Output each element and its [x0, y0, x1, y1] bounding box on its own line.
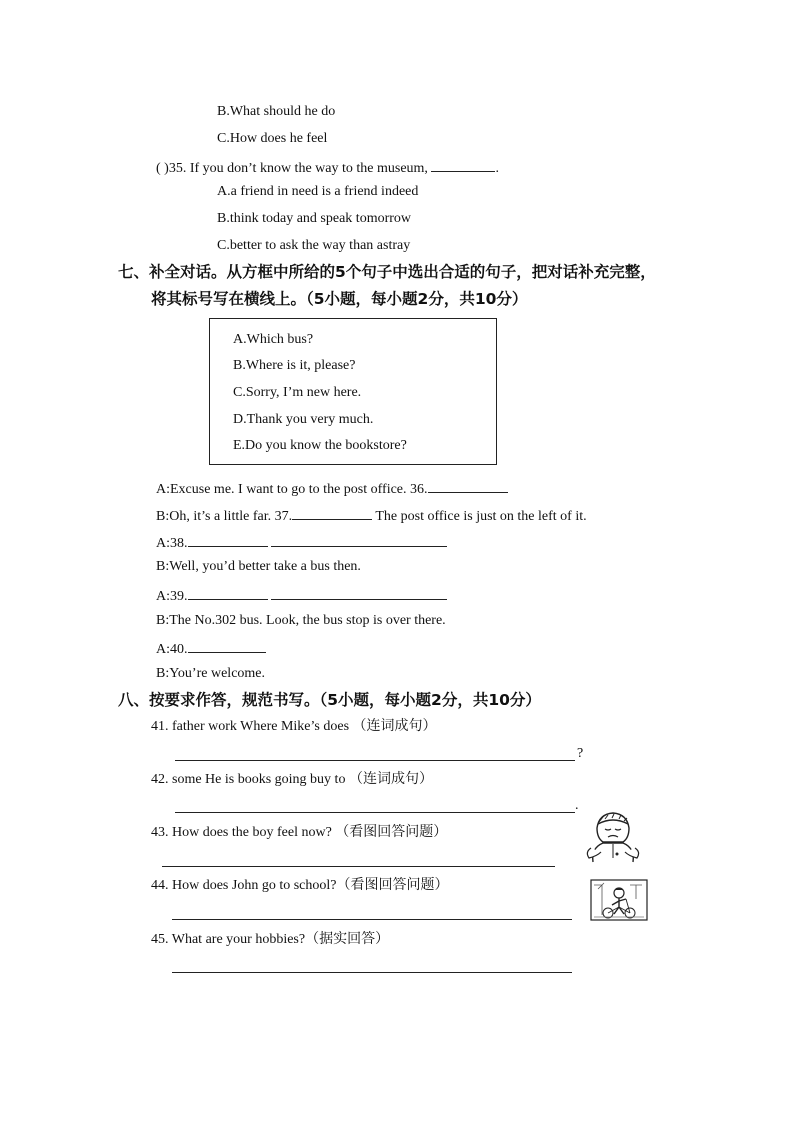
- answer-blank-39[interactable]: [188, 585, 268, 600]
- answer-blank-39-extra[interactable]: [271, 585, 447, 600]
- dialog-text: A:Excuse me. I want to go to the post office. 36.: [156, 482, 428, 497]
- q42-end-mark: .: [575, 798, 579, 813]
- section7-heading: 七、补全对话。从方框中所给的5个句子中选出合适的句子，把对话补充完整，: [118, 263, 656, 281]
- dialog-text: B:Oh, it’s a little far. 37.: [156, 509, 293, 524]
- answer-blank-38-extra[interactable]: [271, 532, 447, 547]
- q35-stem-line: [156, 157, 499, 178]
- q45-prompt: 45. What are your hobbies?（据实回答）: [151, 932, 390, 947]
- boy-bike-picture: [590, 879, 648, 921]
- dialog-line-6: B:The No.302 bus. Look, the bus stop is over there.: [156, 613, 446, 628]
- dialog-line-1: [156, 478, 508, 499]
- q44-answer-line[interactable]: [172, 919, 572, 920]
- answer-blank-38[interactable]: [188, 532, 268, 547]
- q42-answer-line[interactable]: [175, 812, 575, 813]
- answer-blank-40[interactable]: [188, 638, 266, 653]
- q35-stem: 35. If you don’t know the way to the museum,: [168, 161, 428, 176]
- answer-paren[interactable]: ( ): [156, 161, 169, 176]
- box-option-c: C.Sorry, I’m new here.: [233, 385, 362, 400]
- q34-option-c: C.How does he feel: [217, 131, 328, 146]
- box-option-a: A.Which bus?: [233, 332, 314, 347]
- q42-prompt: 42. some He is books going buy to （连词成句）: [151, 772, 433, 787]
- dialog-line-3: [156, 532, 447, 553]
- q35-end: .: [495, 161, 499, 176]
- q44-prompt: 44. How does John go to school?（看图回答问题）: [151, 878, 449, 893]
- q45-answer-line[interactable]: [172, 972, 572, 973]
- q35-blank[interactable]: [431, 157, 495, 172]
- q41-end-mark: ?: [577, 746, 584, 761]
- dialog-line-2: [156, 505, 587, 526]
- dialog-text: A:39.: [156, 589, 188, 604]
- q43-prompt: 43. How does the boy feel now? （看图回答问题）: [151, 825, 448, 840]
- q41-answer-line[interactable]: [175, 760, 575, 761]
- dialog-line-7: [156, 638, 266, 659]
- section7-heading-cont: 将其标号写在横线上。（5小题，每小题2分，共10分）: [151, 290, 528, 308]
- dialog-line-8: B:You’re welcome.: [156, 666, 266, 681]
- options-box: [209, 318, 497, 465]
- box-option-b: B.Where is it, please?: [233, 358, 356, 373]
- q35-option-c: C.better to ask the way than astray: [217, 238, 411, 253]
- sad-boy-picture: [583, 808, 643, 864]
- dialog-text: The post office is just on the left of it.: [375, 509, 587, 524]
- section8-heading: 八、按要求作答，规范书写。（5小题，每小题2分，共10分）: [118, 691, 541, 709]
- box-option-d: D.Thank you very much.: [233, 412, 374, 427]
- q43-answer-line[interactable]: [162, 866, 555, 867]
- dialog-line-4: B:Well, you’d better take a bus then.: [156, 559, 361, 574]
- dialog-text: A:38.: [156, 536, 188, 551]
- q35-option-a: A.a friend in need is a friend indeed: [217, 184, 419, 199]
- answer-blank-37[interactable]: [292, 505, 372, 520]
- answer-blank-36[interactable]: [428, 478, 508, 493]
- q35-option-b: B.think today and speak tomorrow: [217, 211, 412, 226]
- q41-prompt: 41. father work Where Mike’s does （连词成句）: [151, 719, 437, 734]
- box-option-e: E.Do you know the bookstore?: [233, 438, 407, 453]
- q34-option-b: B.What should he do: [217, 104, 336, 119]
- dialog-text: A:40.: [156, 642, 188, 657]
- dialog-line-5: [156, 585, 447, 606]
